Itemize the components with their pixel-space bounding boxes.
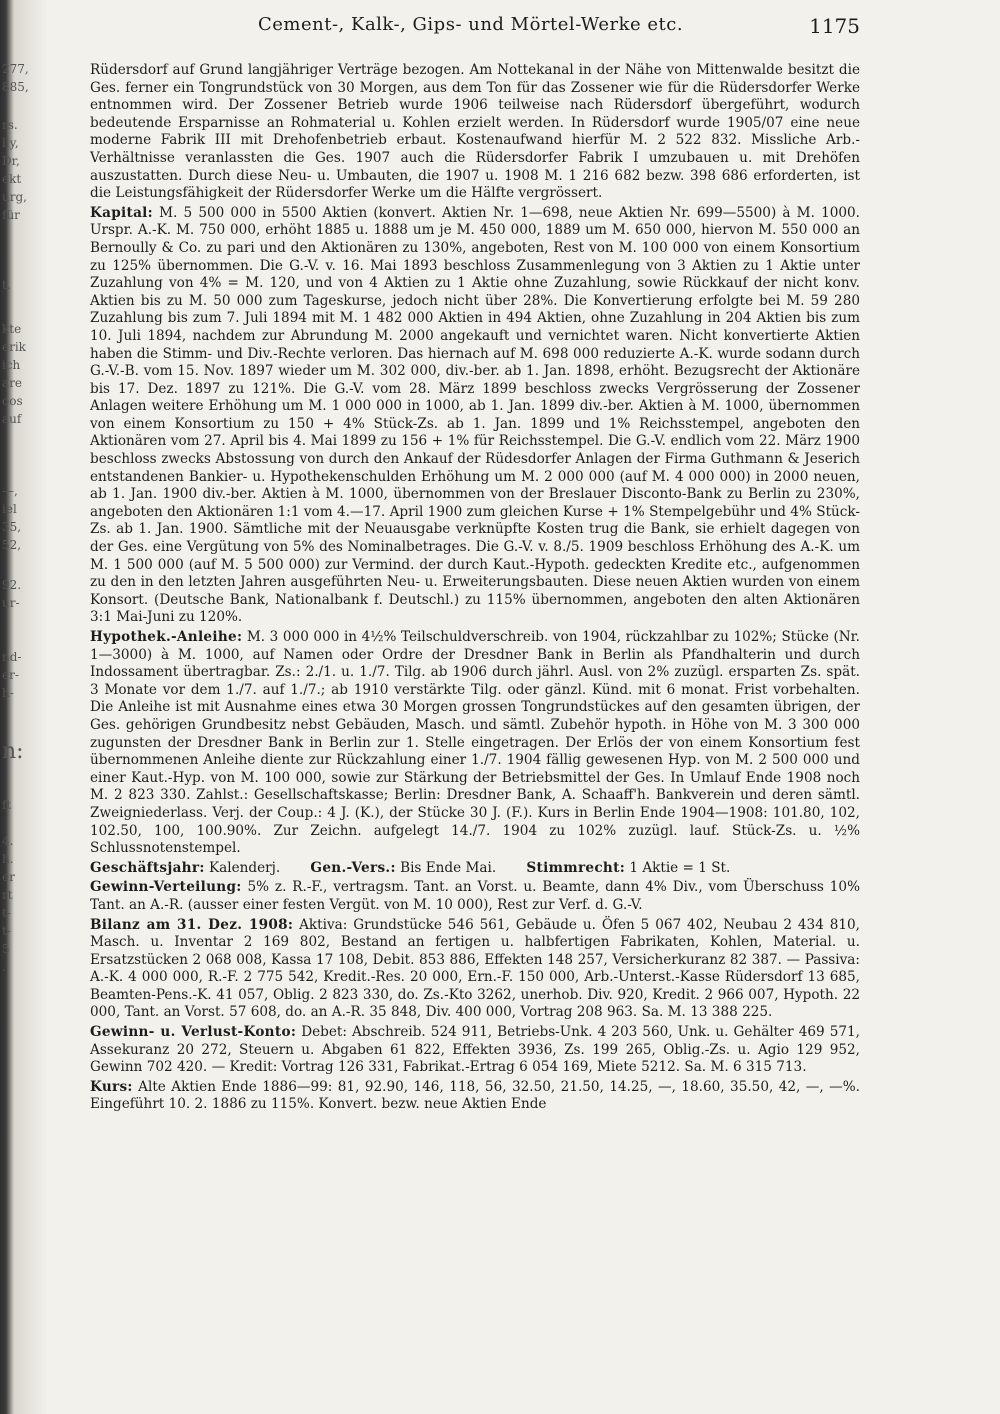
bleed-fragment: t- [2,906,11,920]
bleed-fragment: are [2,376,22,390]
paragraph-kurs [90,1079,860,1114]
paragraph-gewinn-verteilung [90,879,860,914]
section-text: Kalenderj. [204,859,281,876]
bleed-fragment: 885, [2,80,29,94]
bleed-fragment: 35, [2,520,22,534]
bleed-fragment: iel [2,502,17,516]
section-lead: Kurs: [90,1078,133,1095]
paragraph-gewinn-konto [90,1024,860,1077]
section-text: M. 5 500 000 in 5500 Aktien (konvert. Aktien Nr. 1—698, neue Aktien Nr. 699—5500) à M. 1000. Urspr. A.-K. M. 750 000, erhöht 1885 u. 1888 um je M. 450 000, 1889 um M. 650 000, hiervon M. 550 000 an Bernoully & Co. zu pari und den Aktionären zu 130%, angeboten, Rest von M. 100 000 von einem Konsortium zu 125% übernommen. Die G.-V. v. 16. Mai 1893 beschloss Zusammenlegung von 3 Aktien zu 1 Aktie unter Zuzahlung von 4% = M. 120, und von 4 Aktien zu 1 Aktie ohne Zuzahlung, sowie Rückkauf der nicht konv. Aktien bis zu M. 50 000 zum Tageskurse, jedoch nicht über 28%. Die Konvertierung erfolgte bei M. 59 280 Zuzahlung bis zum 7. Juli 1894 mit M. 1 482 000 Aktien in 494 Aktien, ohne Zuzahlung in 204 Aktien bis zum 10. Juli 1894, nachdem zur Abrundung M. 2000 angekauft und vernichtet waren. Nicht konvertierte Aktien haben die Stimm- und Div.-Rechte verloren. Das hiernach auf M. 698 000 reduzierte A.-K. wurde sodann durch G.-V.-B. vom 15. Nov. 1897 wieder um M. 302 000, div.-ber. ab 1. Jan. 1898, erhöht. Bezugsrecht der Aktionäre bis 17. Dez. 1897 zu 121%. Die G.-V. vom 28. März 1899 beschloss zwecks Vergrösserung der Zossener Anlagen weitere Erhöhung um M. 1 000 000 in 1000, ab 1. Jan. 1899 div.-ber. Aktien à M. 1000, übernommen von einem Konsortium zu 150 + 4% Stück-Zs. ab 1. Jan. 1899 und 1% Reichsstempel, angeboten den Aktionären vom 27. April bis 4. Mai 1899 zu 156 + 1% für Reichsstempel. Die G.-V. endlich vom 22. März 1900 beschloss zwecks Abstossung von durch den Ankauf der Rüdesdorfer Anlagen der Firma Guthmann & Jeserich entstandenen Bankier- u. Hypothekenschulden Erhöhung um M. 2 000 000 (auf M. 4 000 000) in 2000 neuen, ab 1. Jan. 1900 div.-ber. Aktien à M. 1000, übernommen von der Breslauer Disconto-Bank zu Berlin zu 230%, angeboten den Aktionären 1:1 vom 4.—17. April 1900 zum gleichen Kurse + 1% Stempelgebühr und 4% Stück-Zs. ab 1. Jan. 1900. Sämtliche mit der Neuausgabe verknüpfte Kosten trug die Bank, sie erhielt dagegen von der Ges. eine Vergütung von 5% des Nominalbetrages. Die G.-V. v. 8./5. 1909 beschloss Erhöhung des A.-K. um M. 1 500 000 (auf M. 5 500 000) zur Vermind. der durch Kaut.-Hypoth. gedeckten Kredite etc., aufgenommen zu den in den letzten Jahren ausgeführten Neu- u. Erweiterungsbauten. Diese neuen Aktien wurden von einem Konsort. (Deutsche Bank, Nationalbank f. Deutschl.) zu 115% übernommen, angeboten den alten Aktionären 3:1 Mai-Juni zu 120%. [90,204,860,626]
bleed-fragment: 92. [2,578,22,592]
bleed-fragment: lly, [2,136,19,150]
bleed-fragment: ft [2,798,12,812]
bleed-fragment: . [2,960,6,974]
section-lead: Gewinn-Verteilung: [90,879,242,896]
paragraph-kapital [90,205,860,627]
bleed-fragment: kte [2,322,22,336]
section-text: Alte Aktien Ende 1886—99: 81, 92.90, 146, 118, 56, 32.50, 21.50, 14.25, —, 18.60, 35.50, 42, —, —%. Eingeführt 10. 2. 1886 zu 115%. Konvert. bezw. neue Aktien Ende [90,1078,860,1113]
bleed-fragment: rt [2,888,13,902]
section-lead: Gewinn- u. Verlust-Konto: [90,1024,297,1041]
bleed-fragment: nd- [2,650,22,664]
bleed-fragment: erik [2,340,26,354]
bleed-fragment: 277, [2,62,29,76]
bleed-fragment: ur- [2,596,20,610]
paragraph-hypothek [90,629,860,858]
bleed-fragment: Dr, [2,154,20,168]
section-lead: Hypothek.-Anleihe: [90,629,243,645]
bleed-fragment: 5 [2,942,10,956]
bleed-fragment: für [2,208,20,222]
bleed-fragment: t. [2,278,11,292]
bleed-fragment: 4. [2,834,14,848]
bleed-fragment: t- [2,924,11,938]
document-body [90,62,860,1116]
section-lead: Stimmrecht: [526,859,626,876]
section-text: Bis Ende Mai. [395,859,497,876]
bleed-fragment: urg, [2,190,27,204]
section-text: 1 Aktie = 1 St. [625,859,731,876]
bleed-fragment: ekt [2,172,22,186]
bleed-fragment: 52, [2,538,22,552]
section-lead: Gen.-Vers.: [310,859,396,876]
paragraph-bilanz [90,917,860,1023]
page-number: 1175 [809,14,860,38]
section-text: 5% z. R.-F., vertragsm. Tant. an Vorst. u. Beamte, dann 4% Div., vom Überschuss 10% Tant. an A.-R. (ausser einer festen Vergüt. von M. 10 000), Rest zur Verf. d. G.-V. [90,879,860,913]
section-text: M. 3 000 000 in 4½% Teilschuldverschreib. von 1904, rückzahlbar zu 102%; Stücke (Nr. 1—3000) à M. 1000, auf Namen oder Ordre der Dresdner Bank in Berlin als Pfandhalterin und durch Indossament übertragbar. Zs.: 2./1. u. 1./7. Tilg. ab 1906 durch jährl. Ausl. von 2% zuzügl. ersparten Zs. spät. 3 Monate vor dem 1./7. auf 1./7.; ab 1910 verstärkte Tilg. oder gänzl. Künd. mit 6 monat. Frist vorbehalten. Die Anleihe ist mit Ausnahme eines etwa 30 Morgen grossen Tongrundstückes auf den gesamten übrigen, der Ges. gehörigen Grundbesitz nebst Gebäuden, Masch. und sämtl. Zubehör hypoth. in Höhe von M. 3 300 000 zugunsten der Dresdner Bank in Berlin zur 1. Stelle eingetragen. Der Erlös der von einem Konsortium fest übernommenen Anleihe diente zur Rückzahlung einer 1./7. 1904 fällig gewesenen Hyp. von M. 2 500 000 und einer Kaut.-Hyp. von M. 100 000, sowie zur Stärkung der Betriebsmittel der Ges. In Umlauf Ende 1908 noch M. 2 823 330. Zahlst.: Gesellschaftskasse; Berlin: Dresdner Bank, A. Schaaff'h. Bankverein und deren sämtl. Zweigniederlass. Verj. der Coup.: 4 J. (K.), der Stücke 30 J. (F.). Kurs in Berlin Ende 1904—1908: 101.80, 102, 102.50, 100, 100.90%. Zur Zeichn. aufgelegt 14./7. 1904 zu 102% zuzügl. lauf. Stück-Zs. u. ½% Schlussnotenstempel. [90,629,860,857]
bleed-fragment: rs. [2,118,18,132]
bleed-fragment: ich [2,358,21,372]
section-text: Aktiva: Grundstücke 546 561, Gebäude u. Öfen 5 067 402, Neubau 2 434 810, Masch. u. Inventar 2 169 802, Bestand an fertigen u. halbfertigen Fabrikaten, Kohlen, Material. u. Ersatzstücken 2 068 008, Kassa 17 108, Debit. 853 886, Effekten 148 257, Versicherkuranz 82 387. — Passiva: A.-K. 4 000 000, R.-F. 2 775 542, Kredit.-Res. 20 000, Ern.-F. 150 000, Arb.-Unterst.-Kasse Rüdersdorf 13 685, Beamten-Pens.-K. 41 057, Oblig. 2 823 330, do. Zs.-Kto 3262, unerhob. Div. 920, Kredit. 2 966 007, Hypoth. 22 000, Tant. an Vorst. 57 608, do. an A.-R. 35 848, Div. 400 000, Vortrag 208 963. Sa. M. 13 388 225. [90,916,860,1021]
bleed-fragment: er- [2,668,19,682]
page-header [90,14,860,44]
paragraph-intro: Rüdersdorf auf Grund langjähriger Verträge bezogen. Am Nottekanal in der Nähe von Mittenwalde besitzt die Ges. ferner ein Tongrundstück von 30 Morgen, aus dem Ton für das Zossener wie für die Rüdersdorfer Werke entnommen wird. Der Zossener Betrieb wurde 1906 teilweise nach Rüdersdorf übergeführt, wodurch bedeutende Ersparnisse an Rohmaterial u. Kohlen erzielt werden. In Rüdersdorf wurde 1905/07 eine neue moderne Fabrik III mit Drehofenbetrieb erbaut. Kostenaufwand hierfür M. 2 522 832. Missliche Arb.-Verhältnisse veranlassten die Ges. 1907 auch die Rüdersdorfer Fabrik I umzubauen u. mit Drehöfen auszustatten. Durch diese Neu- u. Umbauten, die 1907 u. 1908 M. 1 216 682 bezw. 398 686 erforderten, ist die Leistungsfähigkeit der Rüdersdorfer Werke um die Hälfte vergrössert. [90,62,860,202]
paragraph-geschaeftsjahr [90,860,860,878]
section-lead: Geschäftsjahr: [90,859,205,876]
bleed-fragment: h- [2,686,14,700]
bleed-fragment: —, [2,484,18,498]
section-lead: Bilanz am 31. Dez. 1908: [90,916,294,933]
section-lead: Kapital: [90,204,153,221]
bleed-fragment: h. [2,852,14,866]
bleed-fragment: oos [2,394,23,408]
bleed-fragment: auf [2,412,22,426]
bleed-fragment: n: [2,739,24,764]
running-title: Cement-, Kalk-, Gips- und Mörtel-Werke etc. [258,14,684,35]
bleed-fragment: er [2,870,15,884]
section-text: Debet: Abschreib. 524 911, Betriebs-Unk. 4 203 560, Unk. u. Gehälter 469 571, Assekuranz 20 272, Steuern u. Abgaben 61 822, Effekten 3936, Zs. 199 265, Oblig.-Zs. u. Agio 129 952, Gewinn 702 420. — Kredit: Vortrag 126 331, Fabrikat.-Ertrag 6 054 169, Miete 5212. Sa. M. 6 315 713. [90,1024,860,1076]
